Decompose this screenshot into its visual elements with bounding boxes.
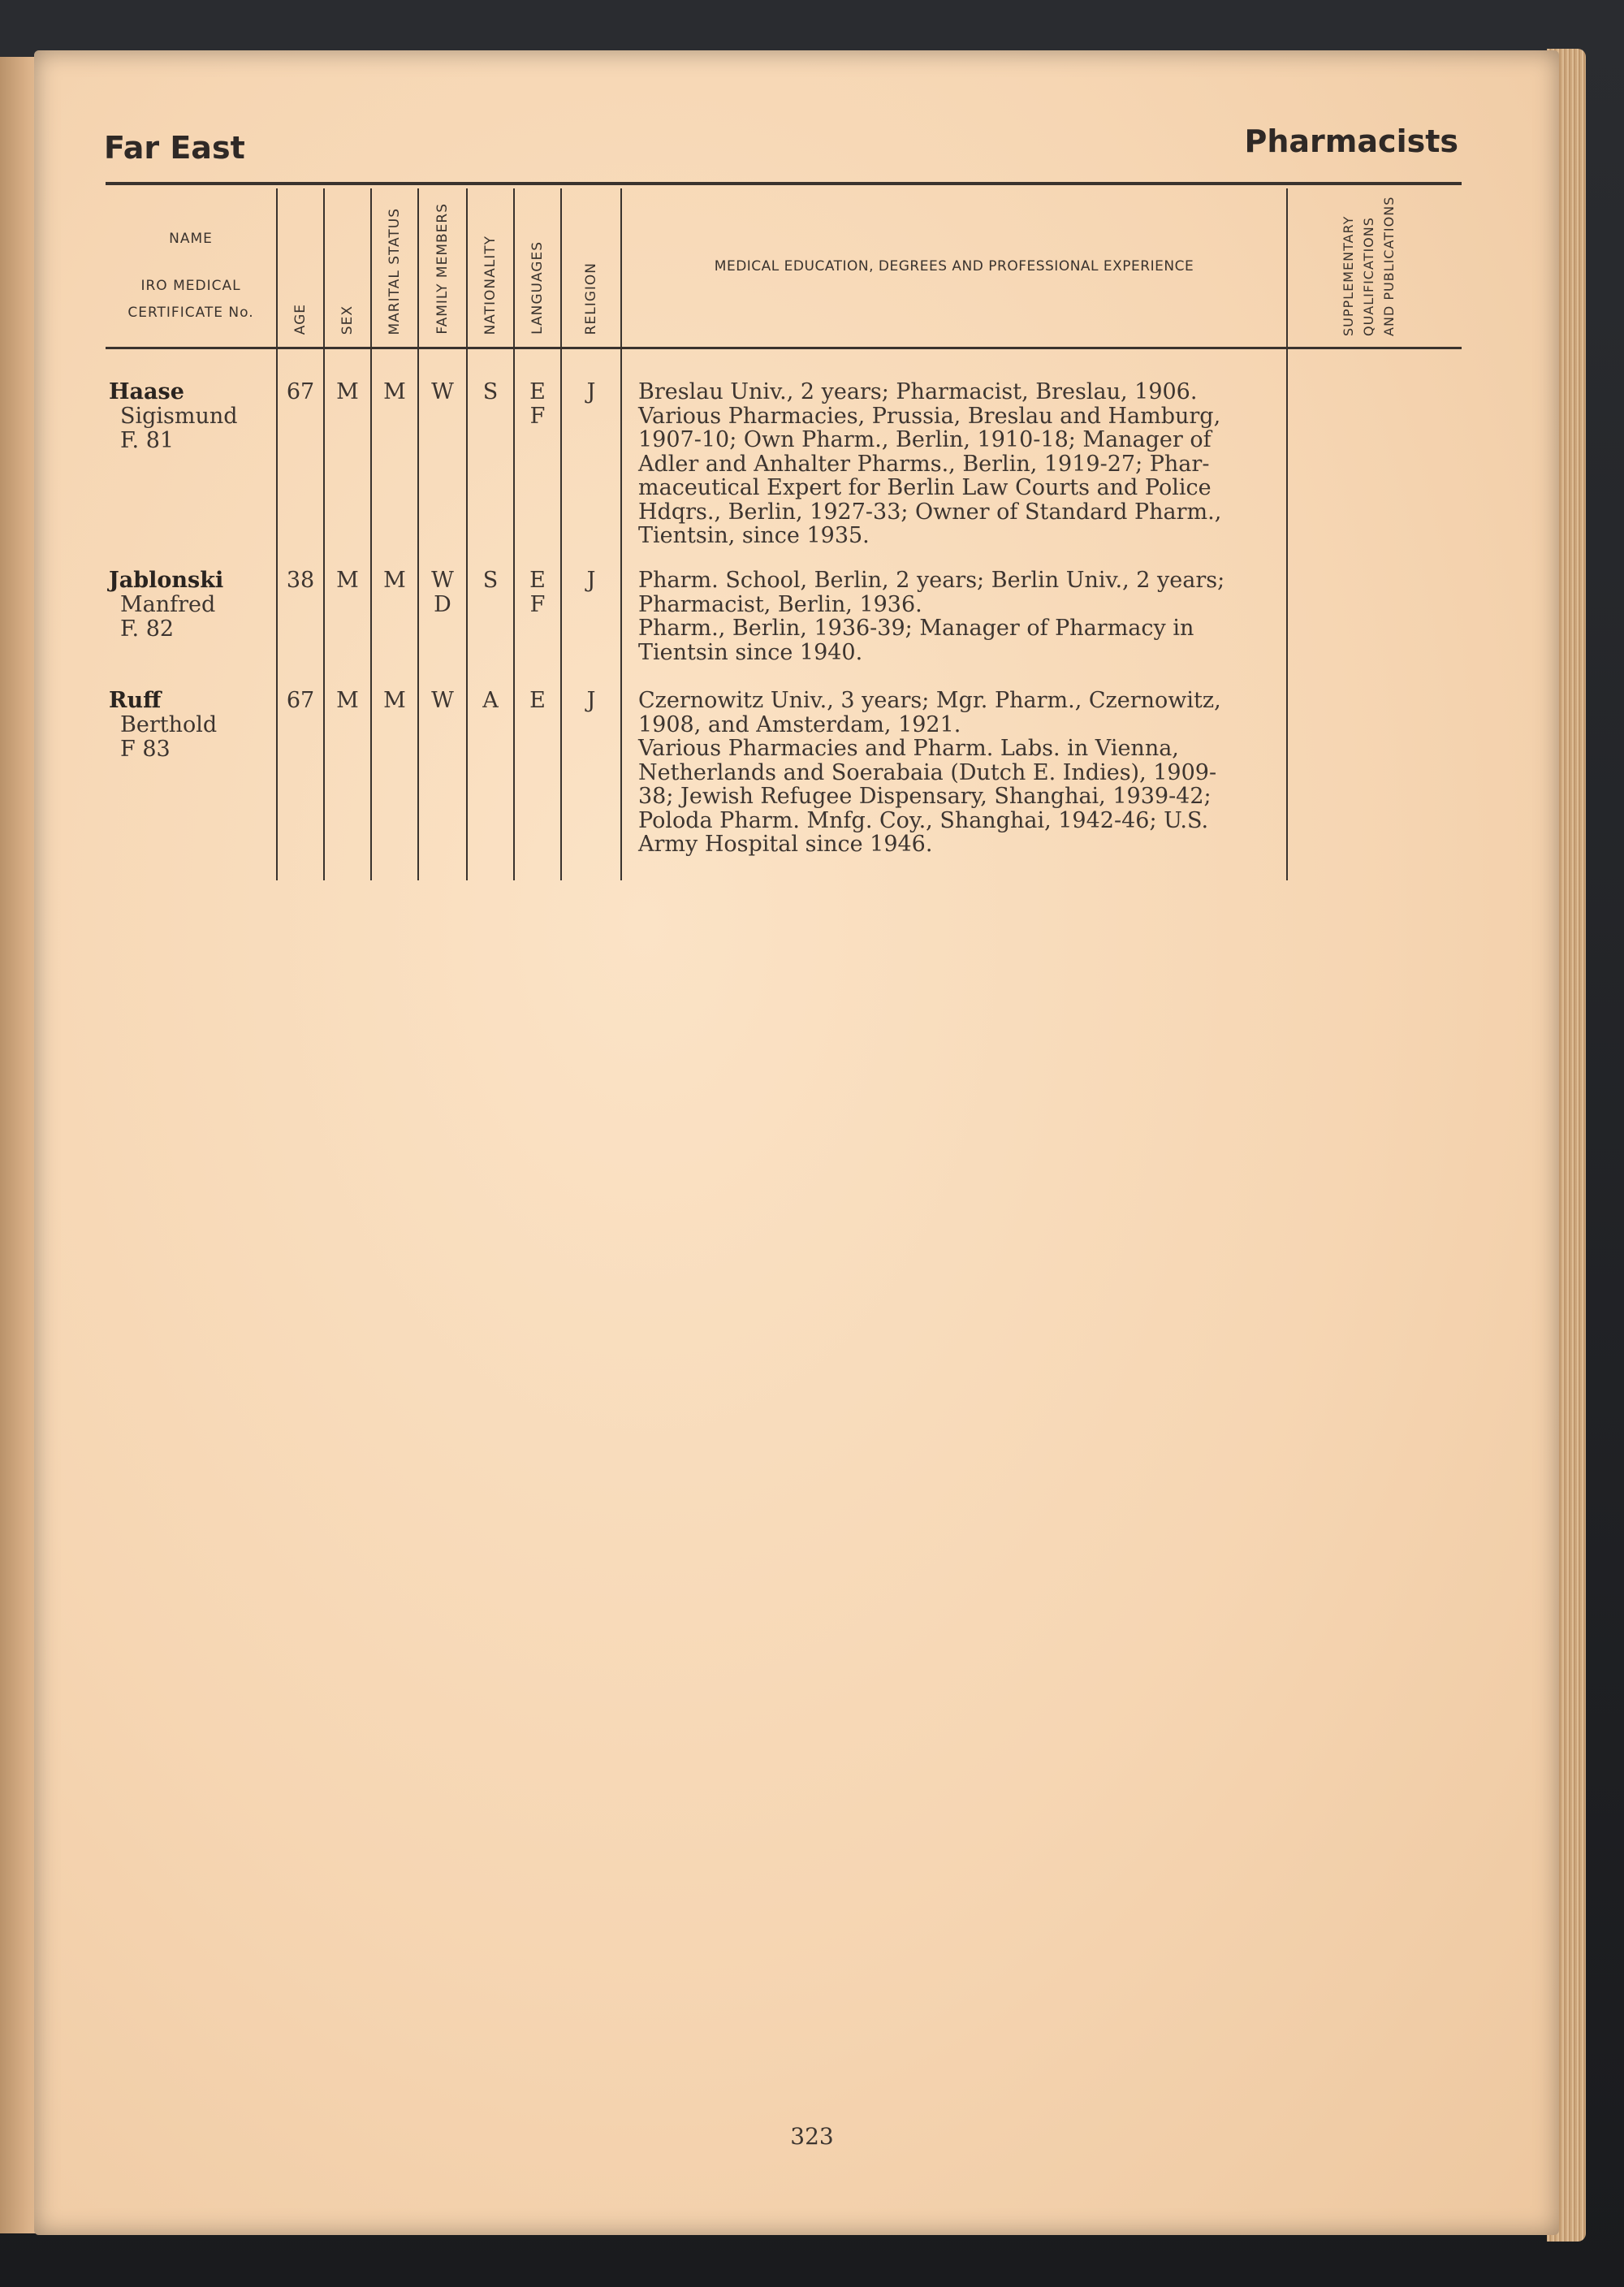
header-name-line: CERTIFICATE No. (127, 305, 254, 321)
nationality-cell: S (482, 379, 499, 404)
name-cell (109, 380, 238, 453)
table-top-rule (106, 182, 1462, 185)
certificate-number: F. 81 (120, 428, 175, 453)
languages-cell: E (529, 688, 546, 713)
column-header-marital-status: MARITAL STATUS (387, 207, 403, 335)
column-header-age: AGE (292, 303, 309, 335)
column-rule (1286, 188, 1288, 880)
column-header-supplementary: SUPPLEMENTARY QUALIFICATIONS AND PUBLICATIONS (1341, 196, 1397, 336)
sex-cell: M (336, 688, 359, 713)
surname: Ruff (109, 688, 162, 713)
given-name: Sigismund (120, 404, 238, 429)
marital-cell: M (383, 379, 406, 404)
family-cell: W (431, 688, 454, 713)
age-cell: 38 (286, 568, 315, 593)
nationality-cell: A (482, 688, 499, 713)
family-cell: W (431, 379, 454, 404)
column-header-religion: RELIGION (583, 262, 599, 335)
column-rule (620, 188, 622, 880)
header-name-line: IRO MEDICAL (140, 278, 241, 294)
column-header-nationality: NATIONALITY (482, 235, 499, 335)
sex-cell: M (336, 379, 359, 404)
column-header-family-members: FAMILY MEMBERS (434, 203, 451, 335)
column-header-languages: LANGUAGES (529, 241, 546, 335)
given-name: Berthold (120, 712, 218, 737)
column-header-name (106, 231, 276, 247)
name-cell (109, 569, 223, 642)
experience-cell: Breslau Univ., 2 years; Pharmacist, Breslau, 1906. Various Pharmacies, Prussia, Breslau and Hamburg, 1907-10; Own Pharm., Berlin, 1910-18; Manager of Adler and Anhalter Pharms., Berlin, 1919-27; Phar- maceutical Expert for Berlin Law Courts and Police Hdqrs., Berlin, 1927-33; Owner of Standard Pharm., Tientsin, since 1935. (638, 379, 1222, 548)
column-header-certificate (106, 273, 276, 326)
sex-cell: M (336, 568, 359, 593)
family-cell: W D (431, 568, 454, 617)
languages-cell: E F (529, 379, 546, 429)
surname: Haase (109, 379, 184, 404)
experience-cell: Pharm. School, Berlin, 2 years; Berlin Univ., 2 years; Pharmacist, Berlin, 1936. Pharm., Berlin, 1936-39; Manager of Pharmacy in Tientsin since 1940. (638, 568, 1225, 665)
religion-cell: J (586, 568, 596, 593)
experience-cell: Czernowitz Univ., 3 years; Mgr. Pharm., Czernowitz, 1908, and Amsterdam, 1921. Various Pharmacies and Pharm. Labs. in Vienna, Netherlands and Soerabaia (Dutch E. Indies), 1909- 38; Jewish Refugee Dispensary, Shanghai, 1939-42; Poloda Pharm. Mnfg. Coy., Shanghai, 1942-46; U.S. Army Hospital since 1946. (638, 688, 1221, 857)
table-header-rule (106, 347, 1462, 349)
book-page (34, 50, 1559, 2235)
religion-cell: J (586, 688, 596, 713)
name-cell (109, 689, 217, 762)
languages-cell: E F (529, 568, 546, 617)
certificate-number: F. 82 (120, 616, 175, 642)
marital-cell: M (383, 688, 406, 713)
page-number: 323 (790, 2123, 834, 2150)
religion-cell: J (586, 379, 596, 404)
given-name: Manfred (120, 592, 216, 617)
running-head-section: Pharmacists (1244, 123, 1458, 159)
nationality-cell: S (482, 568, 499, 593)
certificate-number: F 83 (120, 737, 171, 762)
header-name-line: NAME (169, 231, 213, 247)
age-cell: 67 (286, 688, 315, 713)
surname: Jablonski (109, 568, 224, 593)
column-header-medical: MEDICAL EDUCATION, DEGREES AND PROFESSIONAL EXPERIENCE (714, 258, 1194, 275)
column-header-sex: SEX (339, 305, 356, 335)
marital-cell: M (383, 568, 406, 593)
running-head-region: Far East (104, 130, 245, 166)
age-cell: 67 (286, 379, 315, 404)
